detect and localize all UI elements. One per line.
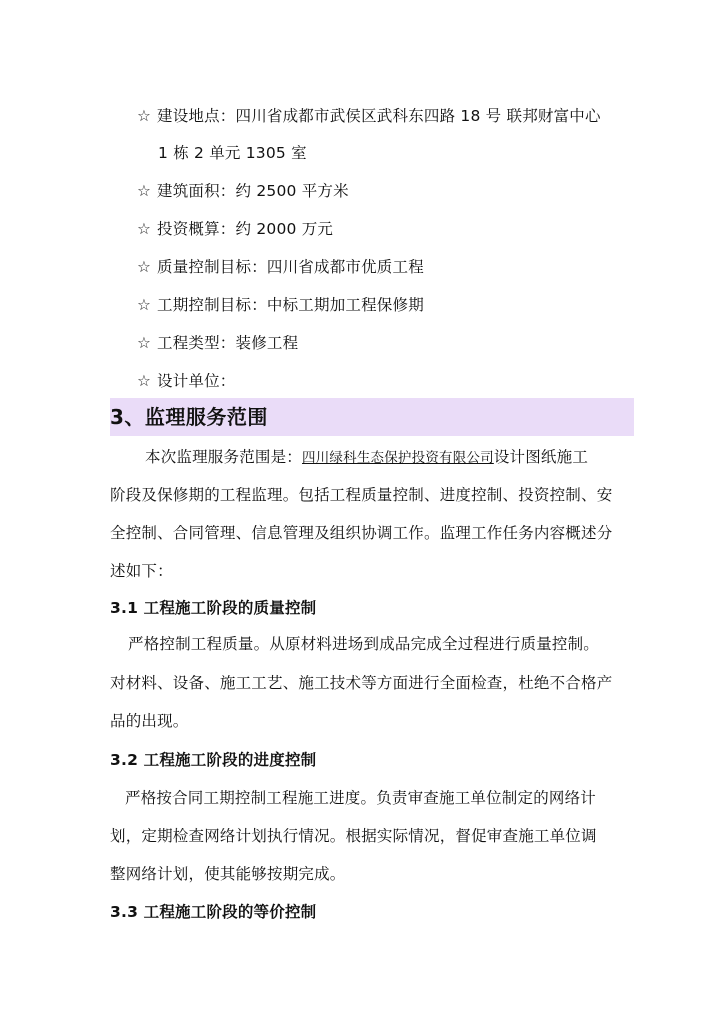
section-intro-line-3: 全控制、合同管理、信息管理及组织协调工作。监理工作任务内容概述分 — [110, 524, 613, 542]
bullet-quality-target-text: 质量控制目标：四川省成都市优质工程 — [157, 258, 424, 276]
star-icon: ☆ — [137, 258, 152, 276]
section-heading: 3、监理服务范围 — [110, 405, 268, 429]
s31-line-3: 品的出现。 — [110, 712, 189, 730]
star-icon: ☆ — [137, 220, 152, 238]
s31-line-1: 严格控制工程质量。从原材料进场到成品完成全过程进行质量控制。 — [128, 635, 600, 653]
section-intro-line-1 — [145, 447, 588, 468]
bullet-project-type — [137, 333, 298, 353]
client-name: 四川绿科生态保护投资有限公司 — [302, 450, 494, 466]
bullet-location-text: 建设地点：四川省成都市武侯区武科东四路 18 号 联邦财富中心 — [157, 107, 601, 125]
s31-line-2: 对材料、设备、施工工艺、施工技术等方面进行全面检查，杜绝不合格产 — [110, 674, 613, 692]
intro-prefix: 本次监理服务范围是： — [145, 448, 303, 466]
star-icon: ☆ — [137, 334, 152, 352]
bullet-design-unit — [137, 371, 236, 391]
s32-line-2: 划，定期检查网络计划执行情况。根据实际情况，督促审查施工单位调 — [110, 827, 597, 845]
bullet-quality-target — [137, 257, 424, 277]
subsection-heading-3-3: 3.3 工程施工阶段的等价控制 — [110, 903, 317, 921]
star-icon: ☆ — [137, 182, 152, 200]
intro-suffix: 设计图纸施工 — [493, 448, 589, 466]
bullet-area — [137, 181, 349, 201]
bullet-location — [137, 106, 601, 126]
subsection-heading-3-1: 3.1 工程施工阶段的质量控制 — [110, 599, 317, 617]
bullet-design-unit-text: 设计单位： — [157, 372, 236, 390]
s32-line-3: 整网络计划，使其能够按期完成。 — [110, 865, 346, 883]
bullet-location-continuation: 1 栋 2 单元 1305 室 — [158, 144, 307, 162]
bullet-schedule-target — [137, 295, 424, 315]
bullet-investment — [137, 219, 333, 239]
bullet-area-text: 建筑面积：约 2500 平方米 — [157, 182, 349, 200]
subsection-heading-3-2: 3.2 工程施工阶段的进度控制 — [110, 751, 317, 769]
bullet-investment-text: 投资概算：约 2000 万元 — [157, 220, 334, 238]
star-icon: ☆ — [137, 296, 152, 314]
star-icon: ☆ — [137, 107, 152, 125]
star-icon: ☆ — [137, 372, 152, 390]
section-intro-line-4: 述如下： — [110, 562, 173, 580]
bullet-schedule-target-text: 工期控制目标：中标工期加工程保修期 — [157, 296, 424, 314]
bullet-project-type-text: 工程类型：装修工程 — [157, 334, 299, 352]
s32-line-1: 严格按合同工期控制工程施工进度。负责审查施工单位制定的网络计 — [125, 789, 597, 807]
section-intro-line-2: 阶段及保修期的工程监理。包括工程质量控制、进度控制、投资控制、安 — [110, 486, 613, 504]
